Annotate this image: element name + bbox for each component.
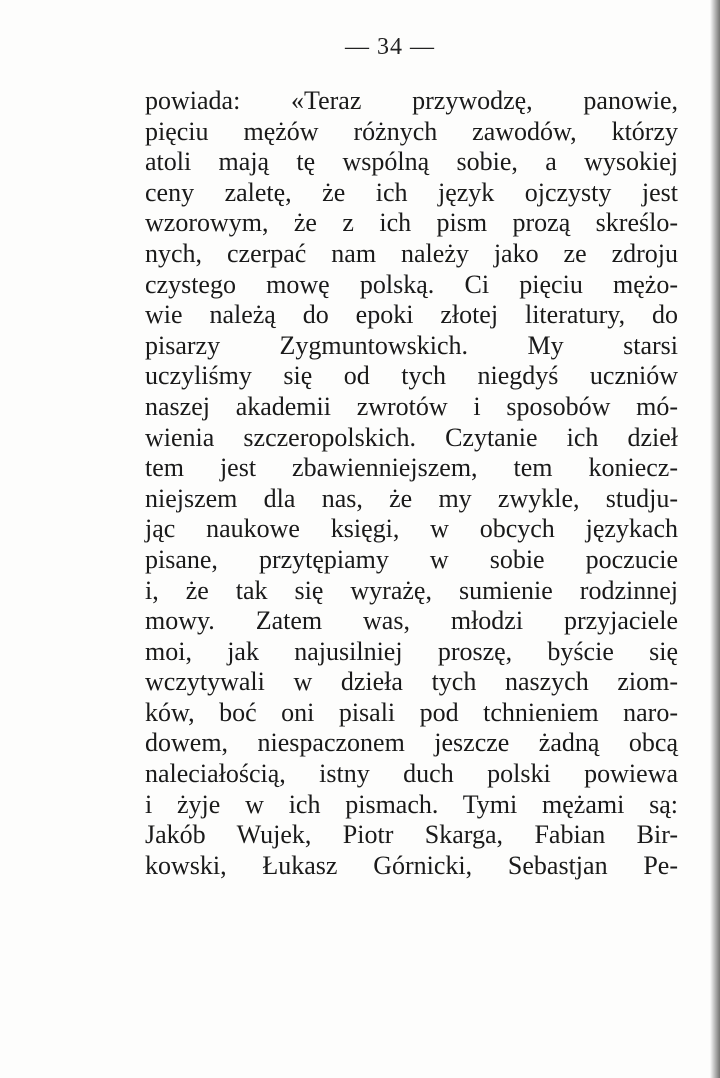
text-line: ceny zaletę, że ich język ojczysty jest: [145, 177, 678, 207]
text-line: czystego mowę polską. Ci pięciu mężo-: [145, 269, 678, 299]
text-line: wczytywali w dzieła tych naszych ziom-: [145, 667, 678, 697]
text-line: kowski, Łukasz Górnicki, Sebastjan Pe-: [145, 850, 678, 880]
text-line: naleciałością, istny duch polski powiewa: [145, 759, 678, 789]
text-line: wie należą do epoki złotej literatury, do: [145, 300, 678, 330]
text-line: pięciu mężów różnych zawodów, którzy: [145, 116, 678, 146]
text-line: ków, boć oni pisali pod tchnieniem naro-: [145, 697, 678, 727]
text-line: atoli mają tę wspólną sobie, a wysokiej: [145, 147, 678, 177]
text-line: naszej akademii zwrotów i sposobów mó-: [145, 391, 678, 421]
page-edge-shadow: [710, 0, 720, 1078]
text-line: i żyje w ich pismach. Tymi mężami są:: [145, 789, 678, 819]
text-line: nych, czerpać nam należy jako ze zdroju: [145, 238, 678, 268]
text-line: wzorowym, że z ich pism prozą skreślo-: [145, 208, 678, 238]
text-line: Jakób Wujek, Piotr Skarga, Fabian Bir-: [145, 820, 678, 850]
text-line: wienia szczeropolskich. Czytanie ich dzieł: [145, 422, 678, 452]
text-line: tem jest zbawienniejszem, tem koniecz-: [145, 453, 678, 483]
text-line: jąc naukowe księgi, w obcych językach: [145, 514, 678, 544]
text-line: pisarzy Zygmuntowskich. My starsi: [145, 330, 678, 360]
text-line: powiada: «Teraz przywodzę, panowie,: [145, 86, 678, 115]
page-number: — 34 —: [345, 34, 435, 60]
text-line: pisane, przytępiamy w sobie poczucie: [145, 544, 678, 574]
text-line: i, że tak się wyrażę, sumienie rodzinnej: [145, 575, 678, 605]
text-line: niejszem dla nas, że my zwykle, studju-: [145, 483, 678, 513]
text-line: mowy. Zatem was, młodzi przyjaciele: [145, 606, 678, 636]
text-line: moi, jak najusilniej proszę, byście się: [145, 636, 678, 666]
text-line: uczyliśmy się od tych niegdyś uczniów: [145, 361, 678, 391]
body-text: [145, 86, 678, 881]
text-line: dowem, niespaczonem jeszcze żadną obcą: [145, 728, 678, 758]
